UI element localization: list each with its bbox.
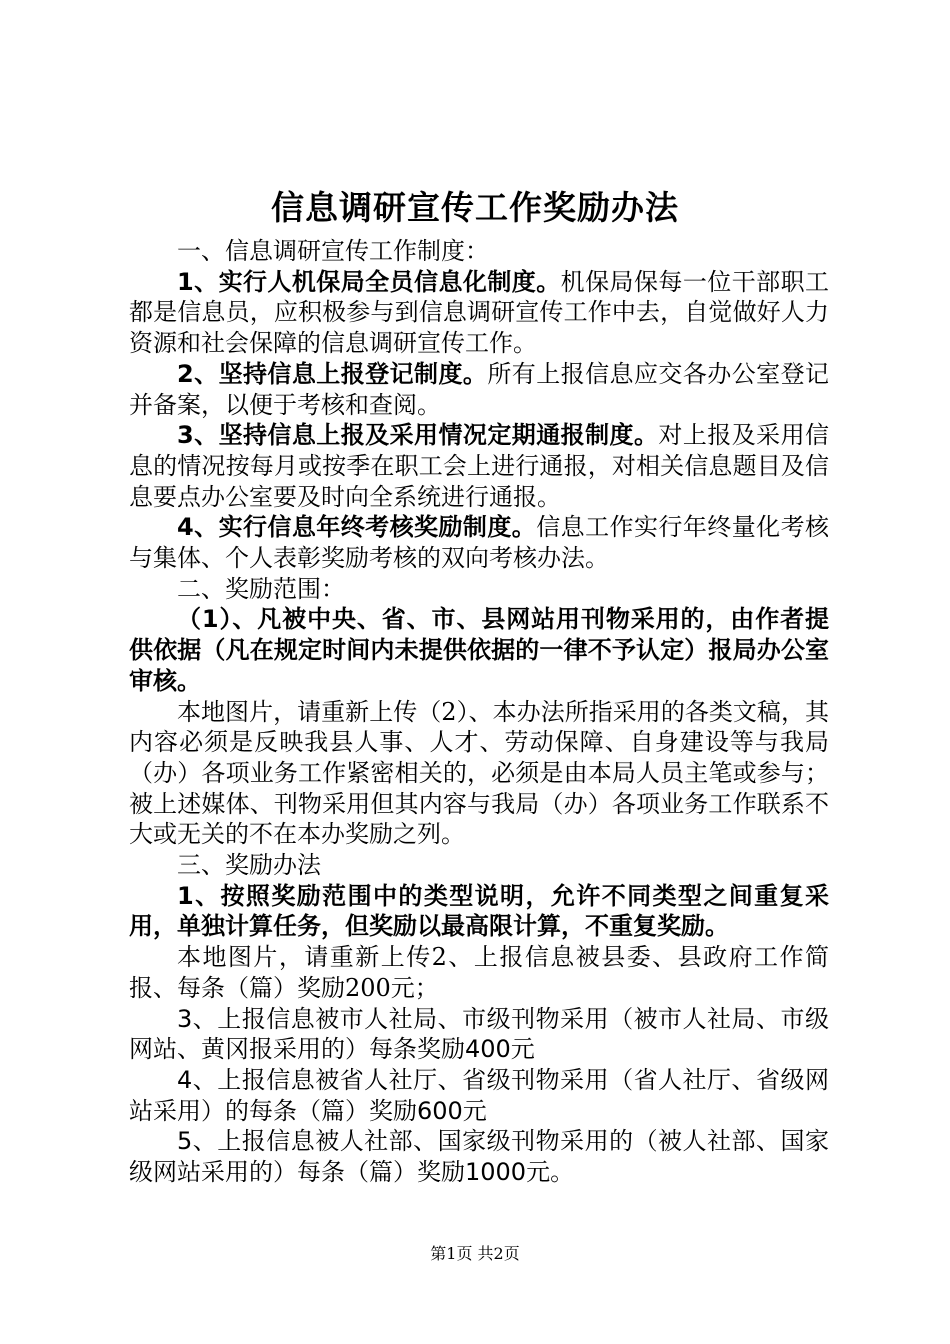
paragraph-lead: 1、实行人机保局全员信息化制度。 [177,267,561,296]
paragraph-3-3: 3、上报信息被市人社局、市级刊物采用（被市人社局、市级网站、黄冈报采用的）每条奖励400元 [129,1004,829,1064]
paragraph-2-1: （1）、凡被中央、省、市、县网站用刊物采用的，由作者提供依据（凡在规定时间内未提供依据的一律不予认定）报局办公室审核。 [129,605,829,695]
paragraph-text: 所有上报信息应交各办公室登记并备案，以便于考核和查阅。 [129,359,830,419]
paragraph-1-1 [129,267,829,359]
paragraph-3-2: 本地图片，请重新上传2、上报信息被县委、县政府工作简报、每条（篇）奖励200元； [129,943,829,1002]
paragraph-3-5: 5、上报信息被人社部、国家级刊物采用的（被人社部、国家级网站采用的）每条（篇）奖励1000元。 [129,1127,829,1187]
paragraph-1-2 [129,359,829,420]
paragraph-1-4 [129,512,829,573]
paragraph-text: 信息工作实行年终量化考核与集体、个人表彰奖励考核的双向考核办法。 [129,513,829,573]
paragraph-text: 机保局保每一位干部职工都是信息员，应积极参与到信息调研宣传工作中去，自觉做好人力资源和社会保障的信息调研宣传工作。 [129,267,830,358]
document-body [129,236,829,1188]
paragraph-2-2: 本地图片，请重新上传（2）、本办法所指采用的各类文稿，其内容必须是反映我县人事、人才、劳动保障、自身建设等与我局（办）各项业务工作紧密相关的，必须是由本局人员主笔或参与；被上述媒体、刊物采用但其内容与我局（办）各项业务工作联系不大或无关的不在本办奖励之列。 [129,697,829,849]
section-heading-2: 二、奖励范围： [177,574,345,603]
paragraph-3-1: 1、按照奖励范围中的类型说明，允许不同类型之间重复采用，单独计算任务，但奖励以最高限计算，不重复奖励。 [129,881,829,941]
section-heading-3: 三、奖励办法 [177,851,321,880]
page-number-footer: 第1页 共2页 [430,1244,520,1263]
paragraph-text: 对上报及采用信息的情况按每月或按季在职工会上进行通报，对相关信息题目及信息要点办公室要及时向全系统进行通报。 [129,421,829,511]
paragraph-lead: 4、实行信息年终考核奖励制度。 [177,513,537,542]
paragraph-1-3 [129,420,829,512]
document-title: 信息调研宣传工作奖励办法 [271,188,679,227]
paragraph-lead: 2、坚持信息上报登记制度。 [177,359,488,388]
paragraph-lead: 3、坚持信息上报及采用情况定期通报制度。 [177,421,659,450]
section-heading-1: 一、信息调研宣传工作制度： [177,237,489,265]
paragraph-3-4: 4、上报信息被省人社厅、省级刊物采用（省人社厅、省级网站采用）的每条（篇）奖励600元 [129,1065,829,1125]
